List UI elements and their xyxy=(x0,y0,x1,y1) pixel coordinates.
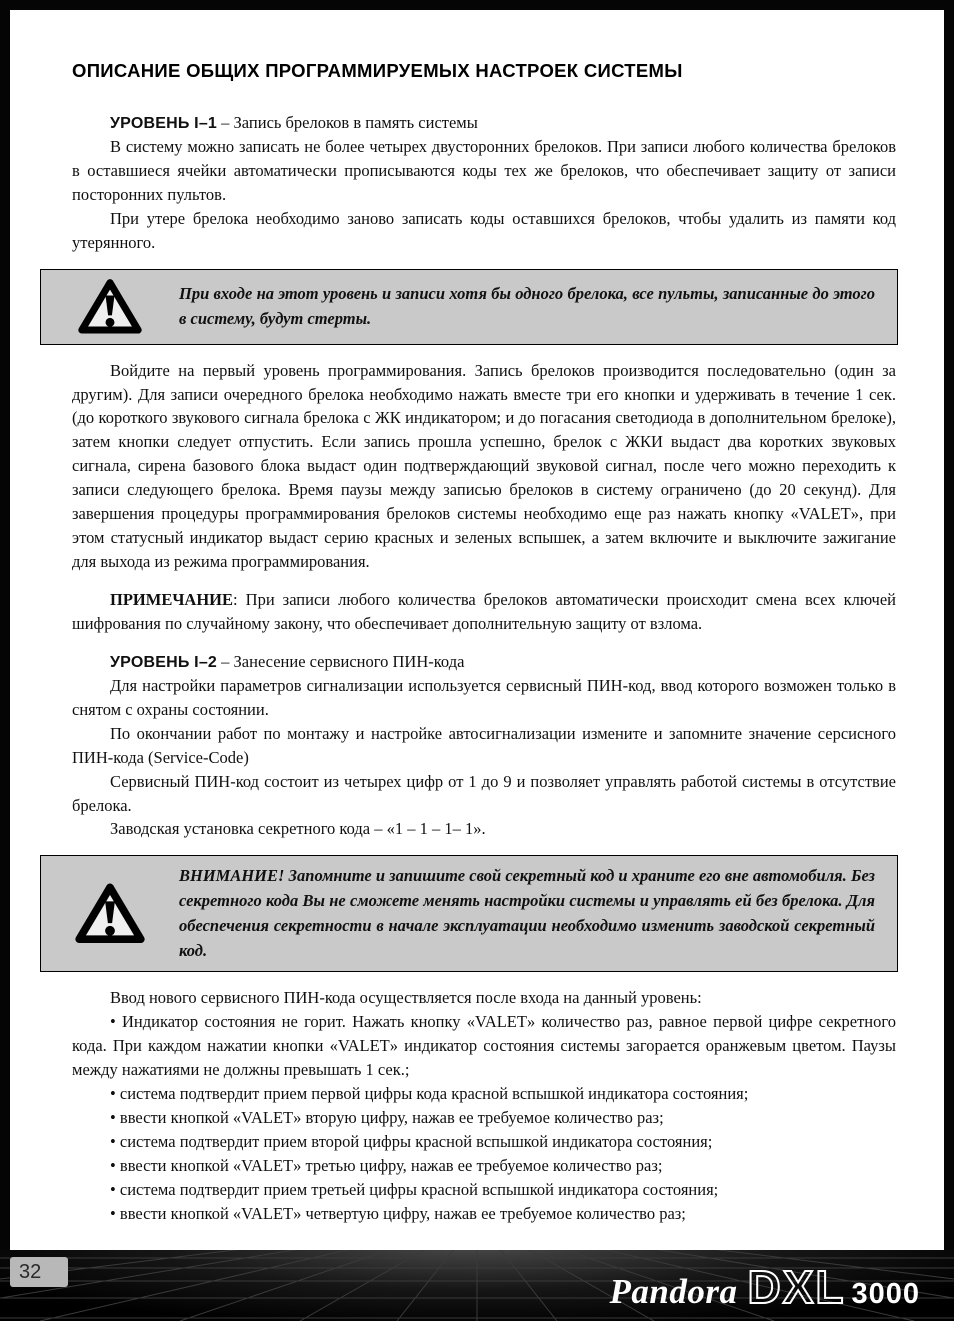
section-heading-level1-rest: – Запись брелоков в память системы xyxy=(217,112,478,132)
bullet-item: • система подтвердит прием третьей цифры красной вспышкой индикатора состояния; xyxy=(110,1179,719,1199)
brand-name: Pandora xyxy=(609,1272,738,1311)
section-heading-level2 xyxy=(72,650,896,674)
note-label: ПРИМЕЧАНИЕ xyxy=(110,589,234,609)
section-heading-level2-bold: УРОВЕНЬ I–2 xyxy=(110,653,218,671)
bullet-item: • Индикатор состояния не горит. Нажать кнопку «VALET» количество раз, равное первой цифре секретного кода. При каждом нажатии кнопки «VALET» индикатор состояния системы загорается оранжевым цветом. Паузы между нажатиями не должны превышать 1 сек.; xyxy=(72,1012,896,1080)
paragraph: При утере брелока необходимо заново записать коды оставшихся брелоков, чтобы удалить из памяти код утерянного. xyxy=(72,208,896,252)
paper-sheet xyxy=(10,10,944,1250)
paragraph: Для настройки параметров сигнализации используется сервисный ПИН-код, ввод которого возможен только в снятом с охраны состоянии. xyxy=(72,675,896,719)
paragraph: По окончании работ по монтажу и настройке автосигнализации измените и запомните значение серсисного ПИН-кода (Service-Code) xyxy=(72,723,896,767)
paragraph: Сервисный ПИН-код состоит из четырех цифр от 1 до 9 и позволяет управлять работой системы в отсутствие брелока. xyxy=(72,771,896,815)
brand-model: DXL xyxy=(747,1261,846,1313)
bullet-item: • ввести кнопкой «VALET» вторую цифру, нажав ее требуемое количество раз; xyxy=(110,1108,664,1127)
brand-series: 3000 xyxy=(851,1278,920,1310)
section-heading-level2-rest: – Занесение сервисного ПИН-кода xyxy=(217,651,465,671)
bullet-item: • система подтвердит прием первой цифры кода красной вспышкой индикатора состояния; xyxy=(110,1084,749,1104)
section-heading-level1-bold: УРОВЕНЬ I–1 xyxy=(110,114,218,132)
warning-icon xyxy=(41,882,179,946)
page-number: 32 xyxy=(19,1260,42,1283)
page-footer xyxy=(0,1250,954,1321)
brand-logo xyxy=(610,1260,920,1314)
paragraph: Ввод нового сервисного ПИН-кода осуществляется после входа на данный уровень: xyxy=(110,988,702,1008)
warning-box xyxy=(40,269,898,345)
page-content xyxy=(10,10,944,1226)
paragraph: Войдите на первый уровень программирования. Запись брелоков производится последовательно (один за другим). Для записи очередного брелока необходимо нажать вместе три его кнопки и удерживать в течение 1 сек. (до короткого звукового сигнала брелока с ЖК индикатором; и до погасания светодиода в дополнительном брелоке), затем кнопки следует отпустить. Если запись прошла успешно, брелок с ЖКИ выдаст два коротких звуковых сигнала, сирена базового блока выдаст один подтверждающий звуковой сигнал, после чего можно переходить к записи следующего брелока. Время паузы между записью брелоков в систему ограничено (до 20 секунд). Для завершения процедуры программирования брелоков системы необходимо еще раз нажать кнопку «VALET», при этом статусный индикатор выдаст серию красных и зеленых вспышек, а затем включите и выключите зажигание для выхода из режима программирования. xyxy=(72,360,896,571)
bullet-item: • система подтвердит прием второй цифры красной вспышкой индикатора состояния; xyxy=(110,1131,713,1151)
bullet-item: • ввести кнопкой «VALET» четвертую цифру, нажав ее требуемое количество раз; xyxy=(110,1203,686,1223)
page-number-badge xyxy=(10,1257,68,1287)
note-paragraph xyxy=(72,588,896,636)
warning-text: ВНИМАНИЕ! Запомните и запишите свой секретный код и храните его вне автомобиля. Без секретного кода Вы не сможете менять настройки системы и управлять ей без брелока. Для обеспечения секретности в начале эксплуатации необходимо изменить заводской секретный код. xyxy=(179,866,875,960)
warning-box xyxy=(40,855,898,972)
paragraph: Заводская установка секретного кода – «1 – 1 – 1– 1». xyxy=(110,819,486,839)
warning-icon xyxy=(41,278,179,336)
bullet-item: • ввести кнопкой «VALET» третью цифру, нажав ее требуемое количество раз; xyxy=(110,1155,663,1175)
section-heading-level1 xyxy=(72,111,896,135)
paragraph: В систему можно записать не более четырех двусторонних брелоков. При записи любого количества брелоков в оставшиеся ячейки автоматически прописываются коды тех же брелоков, что обеспечивает защиту от записи посторонних пультов. xyxy=(72,137,896,204)
warning-text: При входе на этот уровень и записи хотя бы одного брелока, все пульты, записанные до этого в систему, будут стерты. xyxy=(179,283,875,328)
document-title: ОПИСАНИЕ ОБЩИХ ПРОГРАММИРУЕМЫХ НАСТРОЕК СИСТЕМЫ xyxy=(72,60,683,81)
note-text: : При записи любого количества брелоков автоматически происходит смена всех ключей шифрования по случайному закону, что обеспечивает дополнительную защиту от взлома. xyxy=(72,589,896,633)
